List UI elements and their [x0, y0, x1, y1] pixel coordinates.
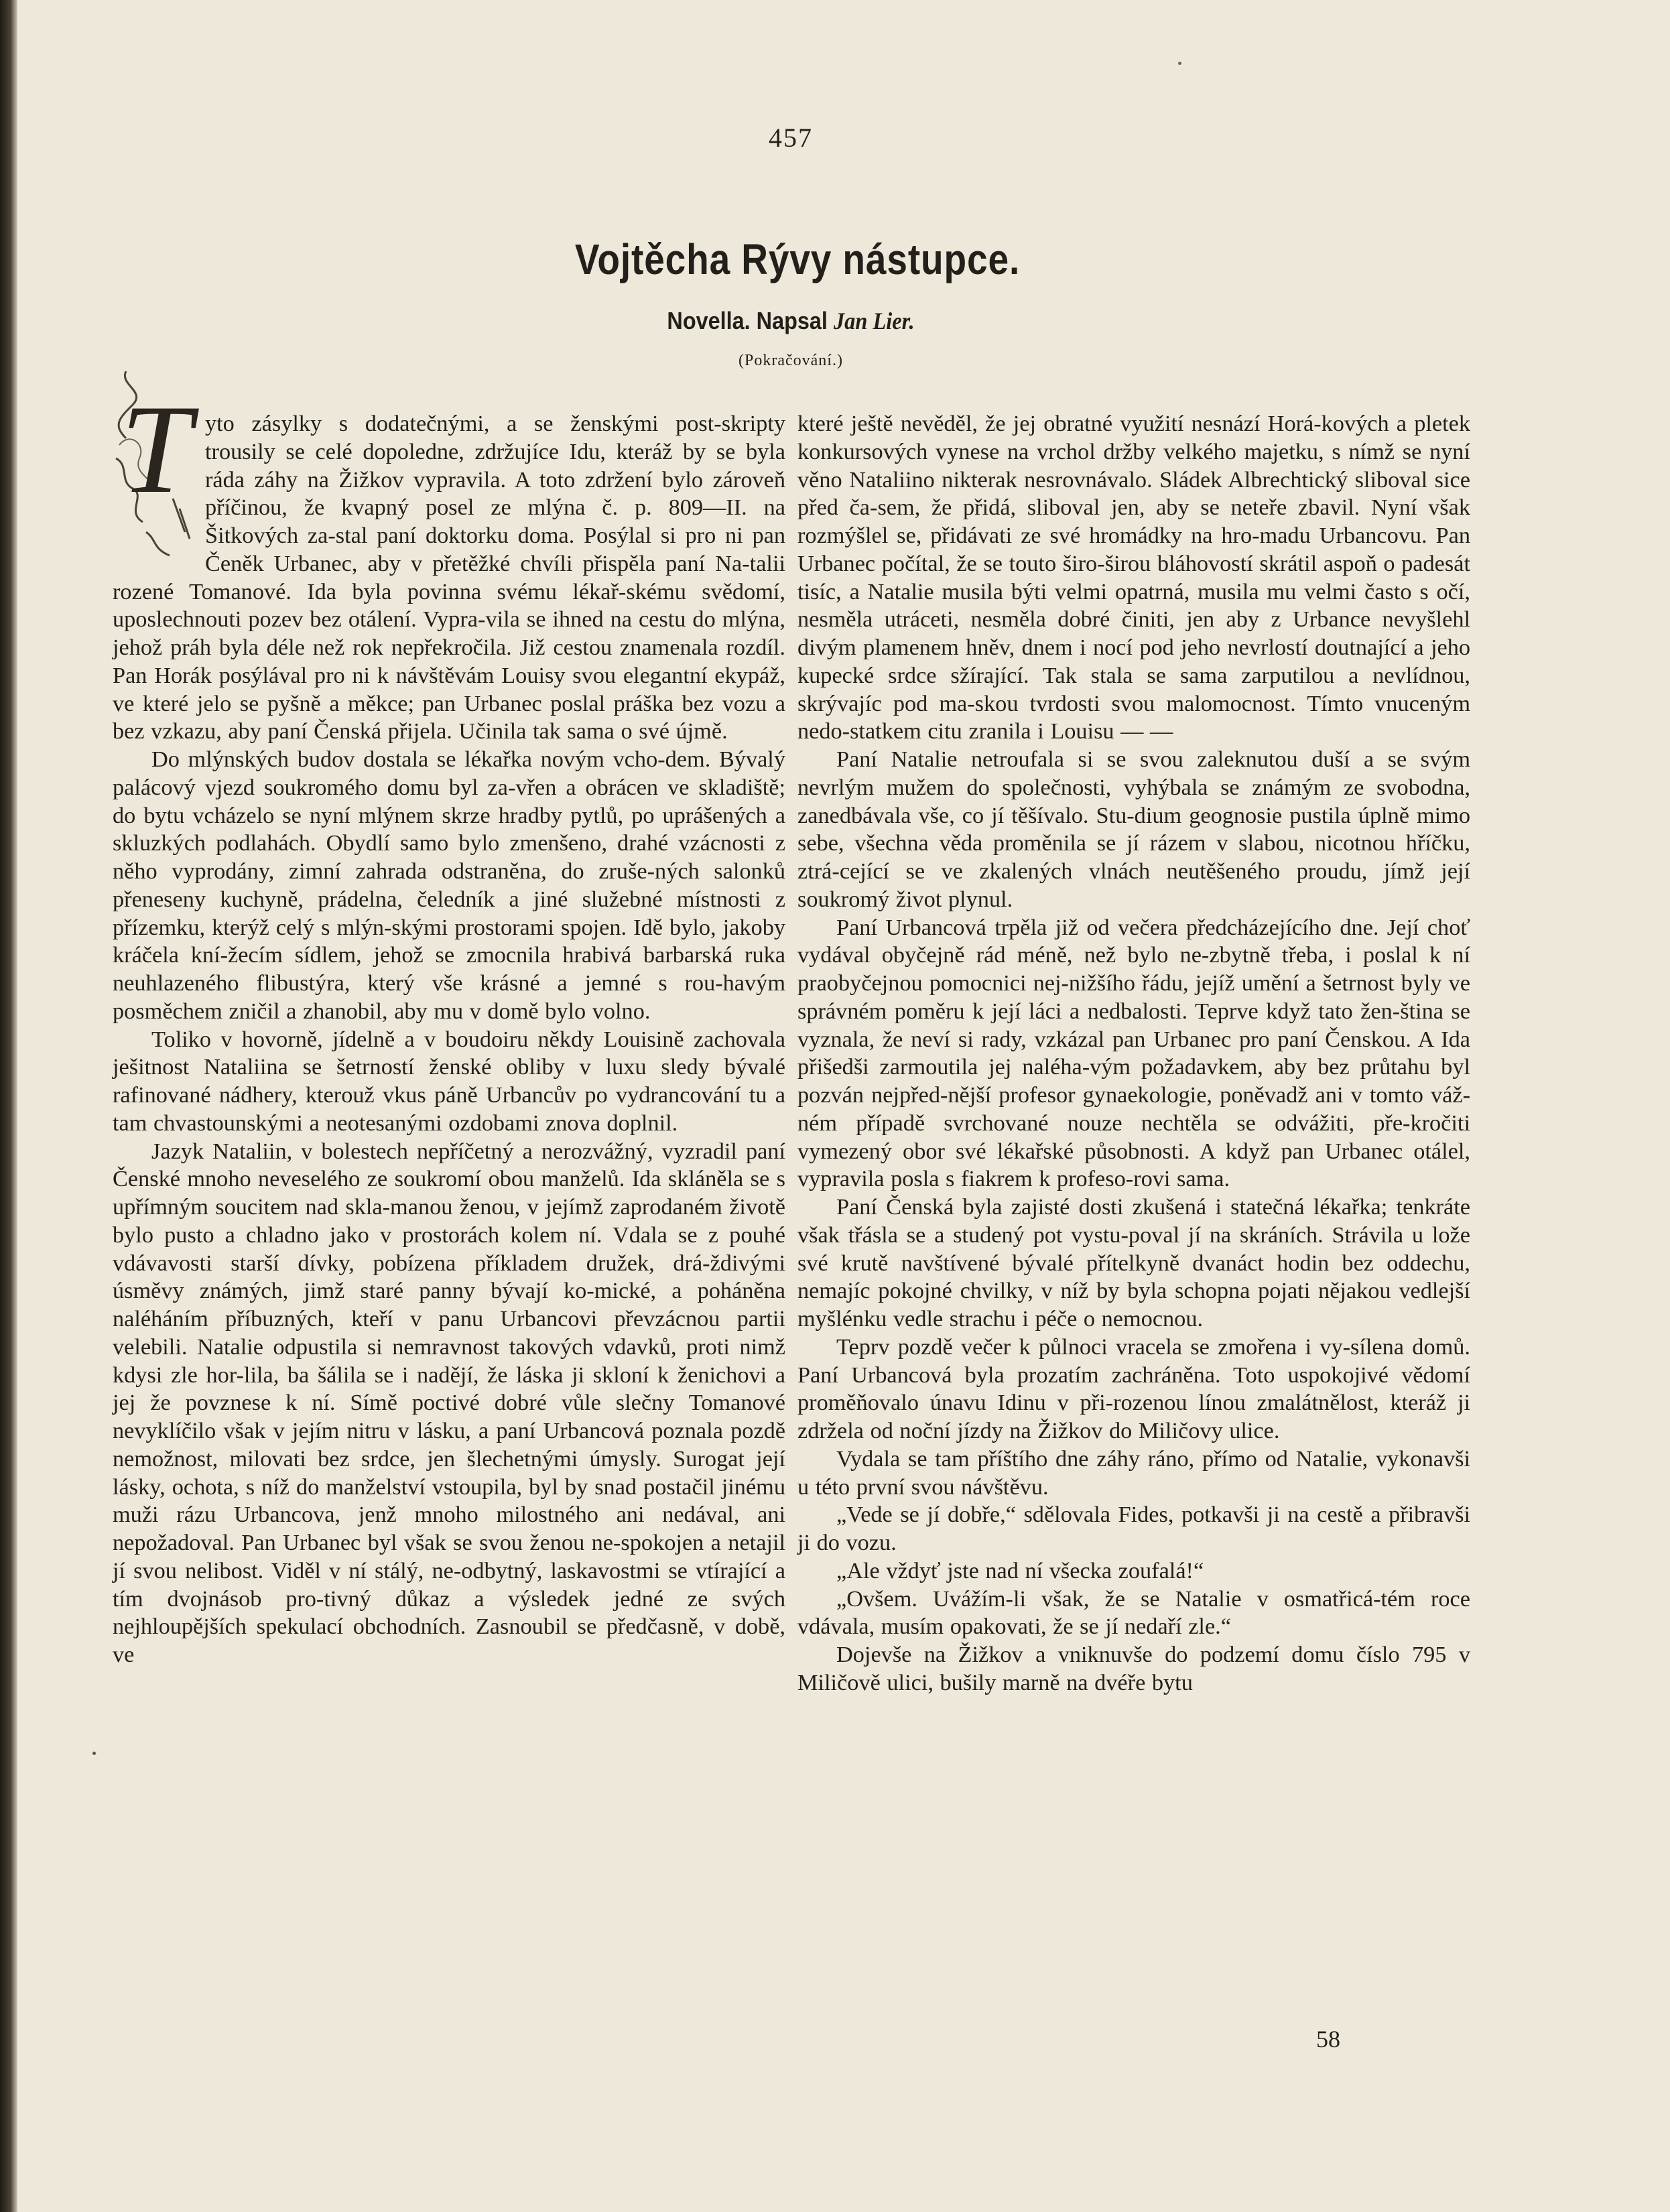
paragraph: Toliko v hovorně, jídelně a v boudoiru někdy Louisině zachovala ješitnost Nataliina se šetrností ženské obliby v luxu sledy bývalé rafinované nádhery, kterouž vkus páně Urbancův po vydrancování tu a tam chvastounskými a neotesanými ozdobami znova doplnil.: [113, 1026, 785, 1136]
dialogue-line: „Ovšem. Uvážím-li však, že se Natalie v osmatřicá-tém roce vdávala, musím opakovati, že se jí nedaří zle.“: [797, 1585, 1470, 1640]
dialogue-line: „Ale vždyť jste nad ní všecka zoufalá!“: [836, 1557, 1204, 1583]
paragraph: Paní Natalie netroufala si se svou zaleknutou duší a se svým nevrlým mužem do společnosti, vyhýbala se známým ze svobodna, zanedbávala vše, co jí těšívalo. Stu-dium geognosie pustila úplně mimo sebe, všechna věda proměnila se jí rázem v slabou, nicotnou hříčku, ztrá-cející se ve zkalených vlnách neutěšeného proudu, jímž její soukromý život plynul.: [797, 746, 1470, 912]
paragraph: Vydala se tam příštího dne záhy ráno, přímo od Natalie, vykonavši u této první svou návštěvu.: [797, 1445, 1470, 1500]
dropcap-letter: T: [121, 379, 192, 520]
continued-note: (Pokračování.): [738, 352, 843, 369]
paragraph-continuation: které ještě nevěděl, že jej obratné využití nesnází Horá-kových a pletek konkursových vynese na vrchol držby velkého majetku, s nímž se nyní věno Nataliino nikterak nesrovnávalo. Sládek Albrechtický sliboval sice před ča-sem, že přidá, sliboval jen, aby se neteře zbavil. Nyní však rozmýšlel se, přidávati ze své hromádky na hro-madu Urbancovu. Pan Urbanec počítal, že se touto širo-širou bláhovostí skrátil aspoň o padesát tisíc, a Natalie musila býti velmi opatrná, musila mu velmi často s očí, nesměla utráceti, nesměla dobré činiti, jen aby z Urbance nevyšlehl divým plamenem hněv, dnem i nocí pod jeho nevrlostí doutnající a jeho kupecké srdce sžírající. Tak stala se sama zarputilou a nevlídnou, skrývajíc pod ma-skou tvrdosti svou malomocnost. Tímto vnuceným nedo-statkem citu zranila i Louisu — —: [797, 411, 1470, 744]
dialogue-line: „Vede se jí dobře,“ sdělovala Fides, potkavši ji na cestě a přibravši ji do vozu.: [797, 1502, 1470, 1555]
book-binding-edge: [0, 0, 17, 2212]
margin-mark: [92, 1752, 96, 1755]
paragraph: Teprv pozdě večer k půlnoci vracela se zmořena i vy-sílena domů. Paní Urbancová byla prozatím zachráněna. Toto uspokojivé vědomí proměňovalo únavu Idinu v při-rozenou línou zmalátnělost, kteráž ji zdržela od noční jízdy na Žižkov do Miličovy ulice.: [797, 1333, 1470, 1443]
article-subtitle: [610, 307, 972, 335]
paper-speck: [1178, 62, 1181, 65]
paragraph: Jazyk Nataliin, v bolestech nepříčetný a nerozvážný, vyzradil paní Čenské mnoho neveselého ze soukromí obou manželů. Ida skláněla se s upřímným soucitem nad skla-manou ženou, v jejímž zaprodaném životě bylo pusto a chladno jako v prostorách kolem ní. Vdala se z pouhé vdávavosti starší dívky, pobízena příkladem družek, drá-ždivými úsměvy známých, jimž staré panny bývají ko-mické, a poháněna naléháním příbuzných, kteří v panu Urbancovi převzácnou partii velebili. Natalie odpustila si nemravnost takových vdavků, proti nimž kdysi zle hor-lila, ba šálila se i nadějí, že láska ji skloní k ženichovi a jej že povznese k ní. Símě poctivé dobré vůle slečny Tomanové nevyklíčilo však v jejím nitru v lásku, a paní Urbancová poznala pozdě nemožnost, milovati bez srdce, jen šlechetnými úmysly. Surogat její lásky, ochota, s níž do manželství vstoupila, byl by snad postačil jinému muži rázu Urbancova, jenž mnoho milostného ani nedával, ani nepožadoval. Pan Urbanec byl však se svou ženou ne-spokojen a netajil jí svou nelibost. Viděl v ní stálý, ne-odbytný, laskavostmi se vtírající a tím dvojnásob pro-tivný důkaz a výsledek jedné ze svých nejhloupějších spekulací obchodních. Zasnoubil se předčasně, v době, ve: [113, 1138, 785, 1667]
ornamental-dropcap: [106, 365, 200, 559]
article-title: Vojtěcha Rývy nástupce.: [574, 235, 1021, 283]
paragraph: Dojevše na Žižkov a vniknuvše do podzemí domu číslo 795 v Miličově ulici, bušily marně na dvéře bytu: [797, 1642, 1470, 1695]
page-number: 457: [769, 123, 813, 153]
subtitle-prefix: Novella. Napsal: [667, 307, 828, 334]
text-column-right: [797, 410, 1470, 1697]
opening-text: yto zásylky s dodatečnými, a se ženskými post-skripty trousily se celé dopoledne, zdržujíce Idu, kteráž by se byla ráda záhy na Žižkov vypravila. A toto zdržení bylo zároveň příčinou, že kvapný posel ze mlýna č. p. 809—II. na Šitkových za-stal paní doktorku doma. Posýlal si pro ni pan Čeněk Urbanec, aby v přetěžké chvíli přispěla paní Na-talii rozené Tomanové. Ida byla povinna svému lékař-skému svědomí, uposlechnouti pozev bez otálení. Vypra-vila se ihned na cestu do mlýna, jehož práh byla déle než rok nepřekročila. Již cestou znamenala rozdíl. Pan Horák posýlával pro ni k návštěvám Louisy svou elegantní ekypáž, ve které jelo se pyšně a měkce; pan Urbanec poslal práška bez vozu a bez vzkazu, aby paní Čenská přijela. Učinila tak sama o své újmě.: [113, 411, 785, 744]
sheet-signature-number: 58: [1316, 2026, 1340, 2053]
paragraph: Paní Čenská byla zajisté dosti zkušená i statečná lékařka; tenkráte však třásla se a studený pot vystu-poval jí na skráních. Strávila u lože své krutě navštívené bývalé přítelkyně dvanáct hodin bez oddechu, nemajíc pokojné chvilky, v níž by byla schopna pojati nějakou vedlejší myšlénku vedle strachu i péče o nemocnou.: [797, 1194, 1470, 1331]
paragraph: Do mlýnských budov dostala se lékařka novým vcho-dem. Bývalý palácový vjezd soukromého domu byl za-vřen a obrácen ve skladiště; do bytu vcházelo se nyní mlýnem skrze hradby pytlů, po uprášených a skluzkých podlahách. Obydlí samo bylo zmenšeno, drahé vzácnosti z něho vyprodány, zimní zahrada odstraněna, do zruše-ných salonků přeneseny kuchyně, prádelna, čeledník a jiné služebné místnosti z přízemku, kterýž celý s mlýn-skými prostorami spojen. Idě bylo, jakoby kráčela kní-žecím sídlem, jehož se zmocnila hrabivá barbarská ruka neuhlazeného flibustýra, který vše krásné a jemné s rou-havým posměchem zničil a zhanobil, aby mu v domě bylo volno.: [113, 746, 785, 1024]
paragraph: Paní Urbancová trpěla již od večera předcházejícího dne. Její choť vydával obyčejně rád méně, než bylo ne-zbytně třeba, i poslal k ní praobyčejnou pomocnici nej-nižšího řádu, jejíž umění a šetrnost byly ve správném poměru k její láci a nedbalosti. Teprve když tato žen-ština se vyznala, že neví si rady, vzkázal pan Urbanec pro paní Čenskou. A Ida přišedši zarmoutila jej naléha-vým požadavkem, aby bez průtahu byl pozván nejpřed-nější profesor gynaekologie, poněvadž ani v tomto váž-ném případě svrchované nouze nechtěla se odvážiti, pře-kročiti vymezený obor své lékařské působnosti. A když pan Urbanec otálel, vypravila posla s fiakrem k profeso-rovi sama.: [797, 914, 1470, 1192]
text-column-left: [113, 379, 785, 1669]
paragraph-opening: [113, 379, 785, 746]
author-name: Jan Lier.: [833, 308, 915, 334]
